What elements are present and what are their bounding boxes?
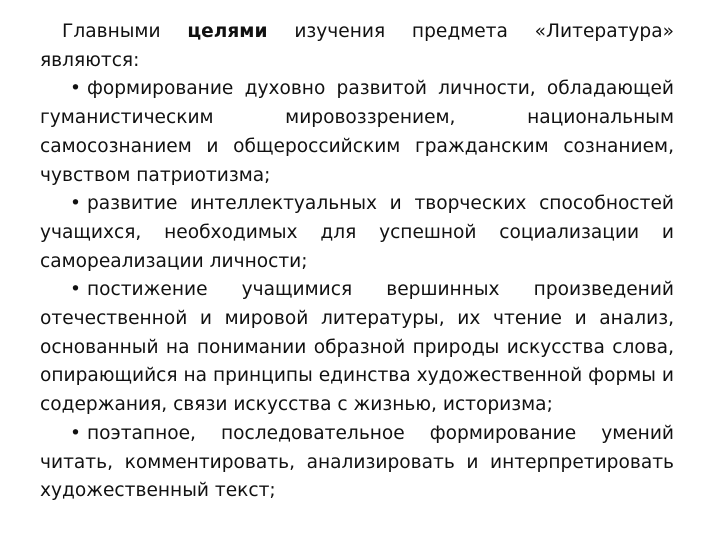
bullet-item-1 [40,75,674,190]
bullet-item-3 [40,276,674,420]
bullet-text-2: развитие интеллектуальных и творческих способностей учащихся, необходимых для успешной социализации и самореализации личности; [40,193,674,272]
bullet-icon: • [70,279,81,301]
intro-text-end: изучения предмета «Литература» являются: [40,21,674,71]
bullet-item-2 [40,190,674,276]
intro-text-start: Главными [62,21,188,42]
intro-bold-word: целями [187,21,268,42]
bullet-icon: • [70,422,81,444]
bullet-text-1: формирование духовно развитой личности, обладающей гуманистическим мировоззрением, национальным самосознанием и общероссийским гражданским сознанием, чувством патриотизма; [40,78,674,186]
bullet-item-4 [40,420,674,506]
bullet-text-4: поэтапное, последовательное формирование умений читать, комментировать, анализировать и интерпретировать художественный текст; [40,422,674,502]
intro-paragraph [40,18,674,75]
bullet-icon: • [70,78,81,100]
bullet-icon: • [70,193,81,215]
slide-text-block [40,18,674,506]
bullet-text-3: постижение учащимися вершинных произведений отечественной и мировой литературы, их чтение и анализ, основанный на понимании образной природы искусства слова, опирающийся на принципы единства художественной формы и содержания, связи искусства с жизнью, историзма; [40,279,674,416]
